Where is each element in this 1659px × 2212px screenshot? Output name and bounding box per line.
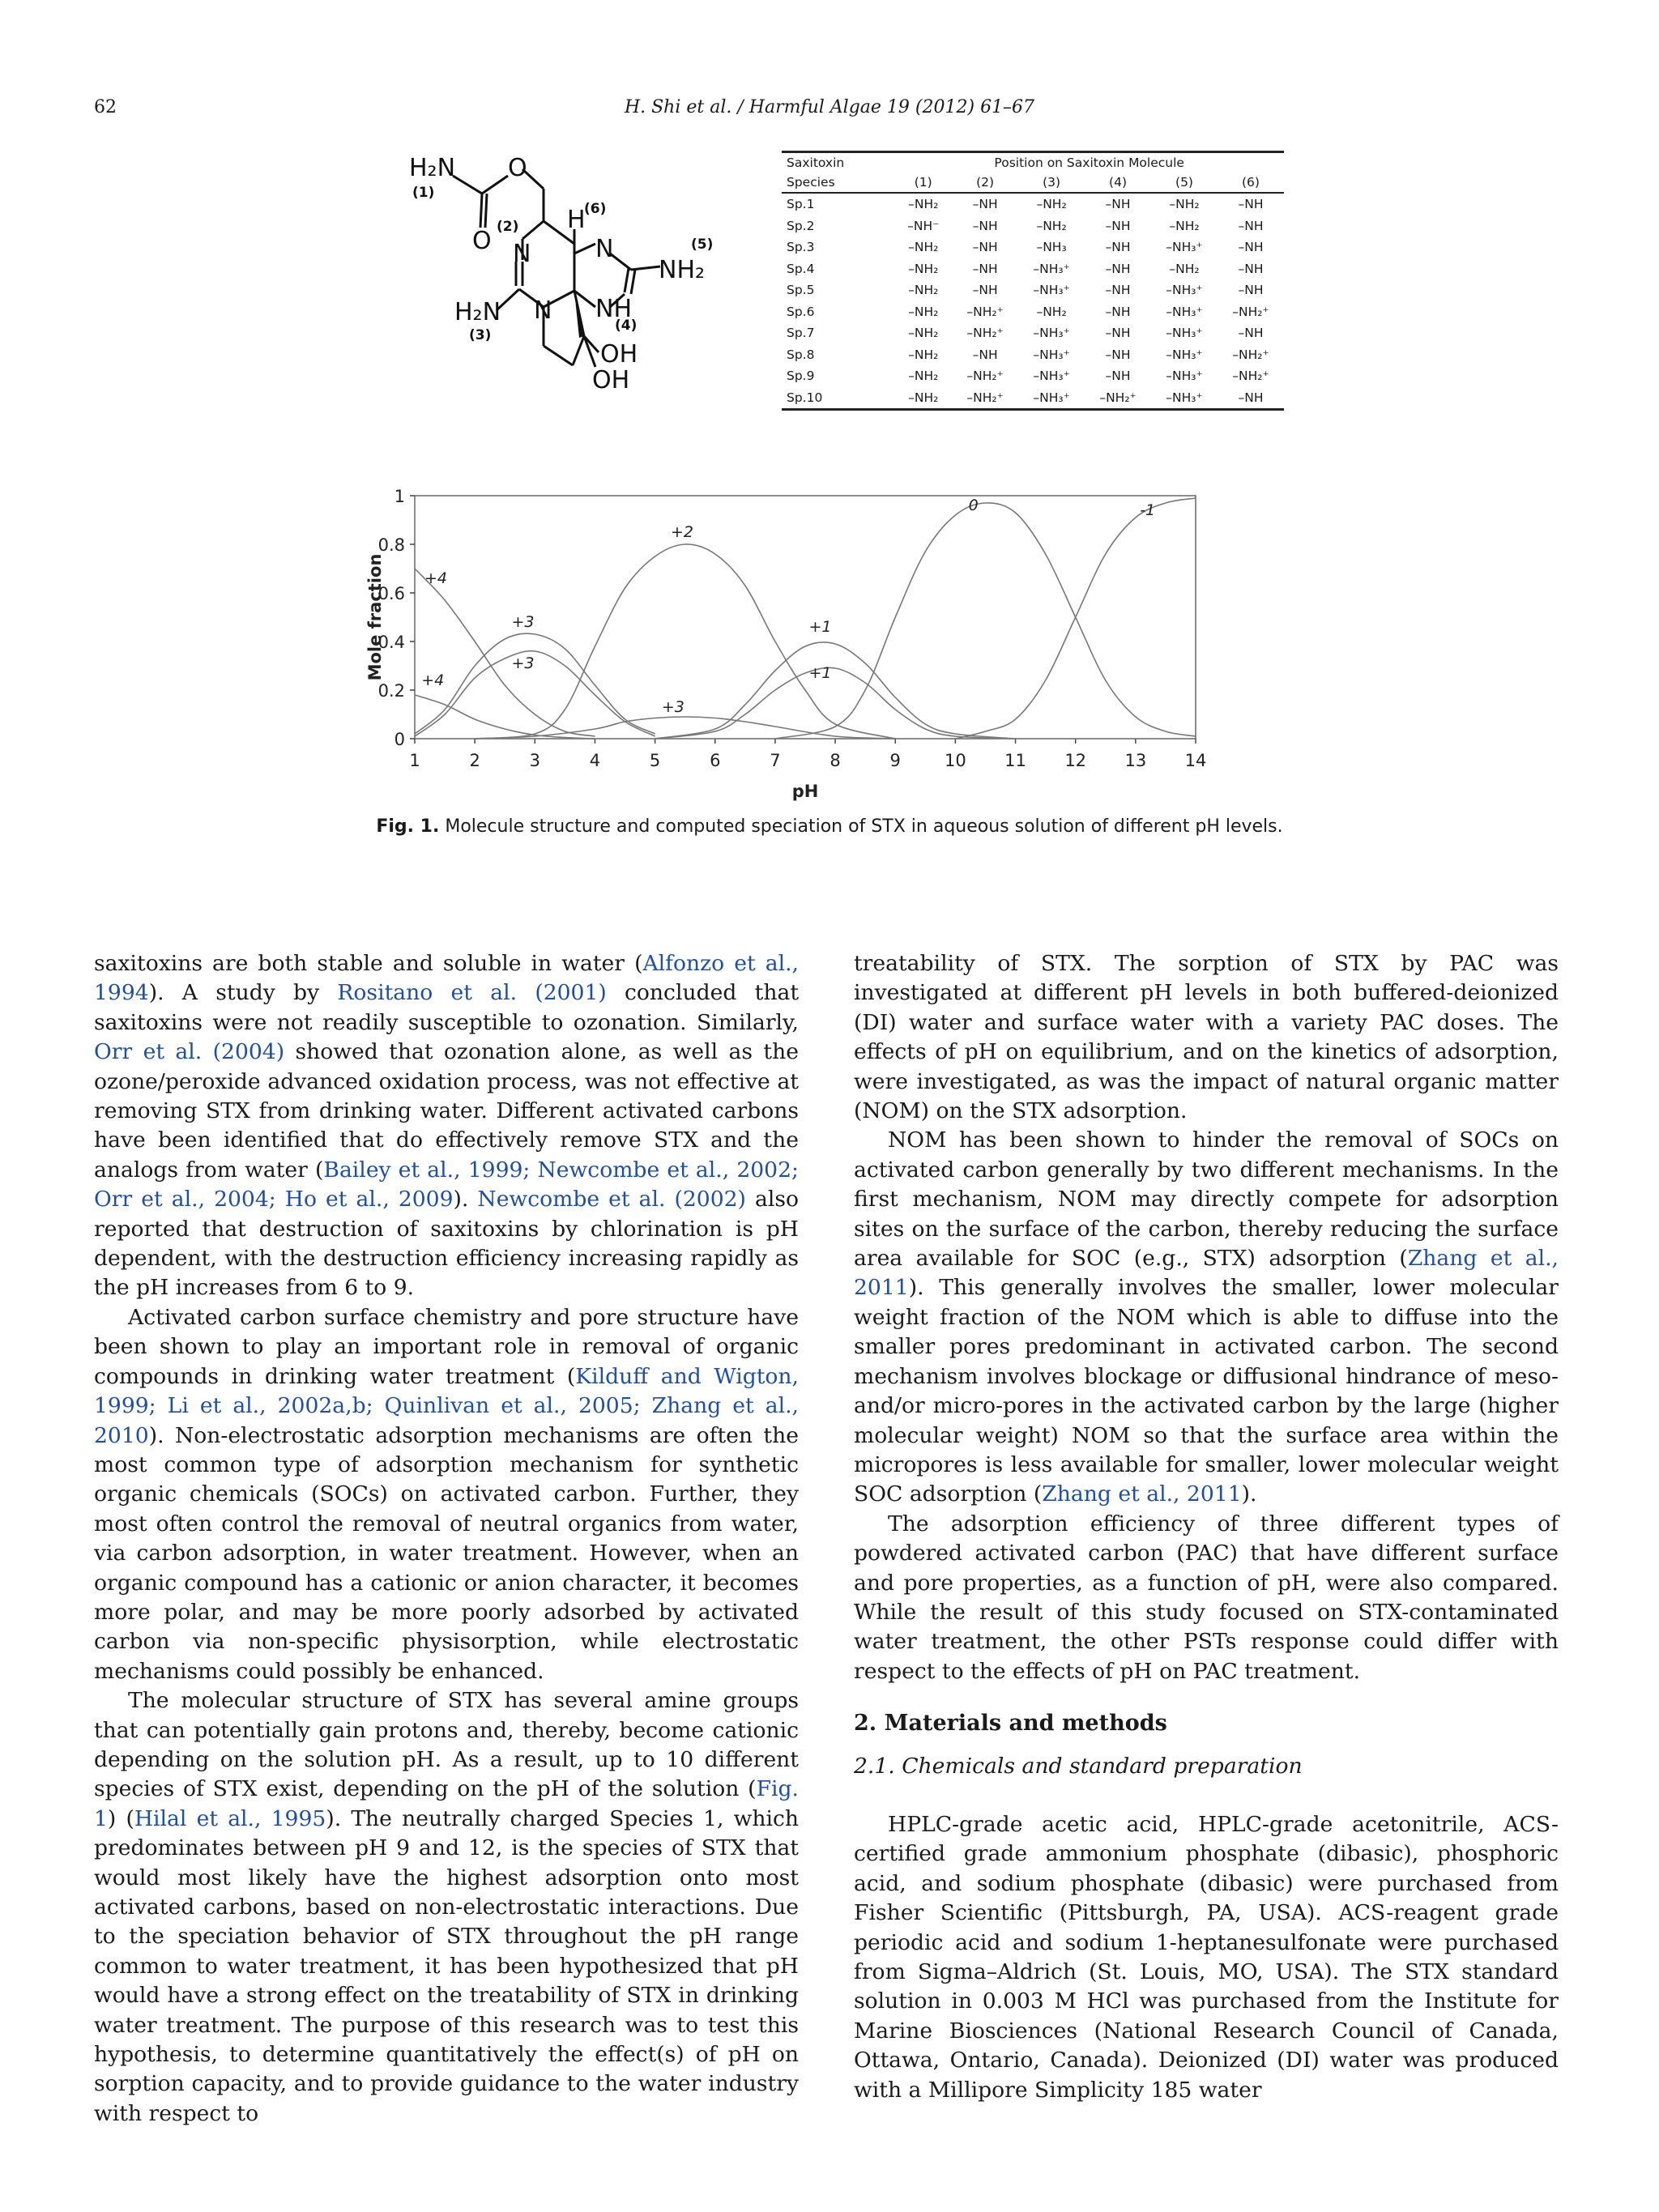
table-cell-group: –NH₃⁺ [1033,261,1070,276]
x-tick-label: 5 [649,751,661,770]
table-cell-group: –NH₃⁺ [1166,240,1203,255]
table-cell-group: –NH₃⁺ [1033,283,1070,298]
table-cell-group: –NH₂ [1036,218,1067,233]
table-cell-group: –NH [1105,218,1131,233]
citation-link[interactable]: Hilal et al., 1995 [134,1805,326,1831]
table-cell-group: –NH₃⁺ [1033,369,1070,384]
x-tick-label: 7 [770,751,781,770]
table-row [782,365,1284,387]
paragraph: saxitoxins are both stable and soluble in water (Alfonzo et al., 1994). A study by Rositano et al. (2001) concluded that saxitoxins were not readily susceptible to ozonation. Similarly, Orr et al. (2004) showed that ozonation alone, as well as the ozone/peroxide advanced oxidation process, was not effective at removing STX from drinking water. Different activated carbons have been identified that do effectively remove STX and the analogs from water (Bailey et al., 1999; Newcombe et al., 2002; Orr et al., 2004; Ho et al., 2009). Newcombe et al. (2002) also reported that destruction of saxitoxins by chlorination is pH dependent, with the destruction efficiency increasing rapidly as the pH increases from 6 to 9. [94,951,800,1301]
series-annotation: +4 [424,569,447,587]
table-cell-group: –NH₂ [894,387,952,410]
table-cell-group: –NH [1105,304,1131,319]
table-cell-group: –NH₂⁺ [966,326,1004,341]
y-axis-label: Mole fraction [365,553,385,681]
citation-link[interactable]: Alfonzo et al., 1994 [94,951,799,1006]
section-heading: 2. Materials and methods [854,1711,1167,1737]
table-cell-species: Sp.7 [787,326,815,341]
table-cell-group: –NH [1105,283,1131,298]
table-header-pos: (2) [952,173,1018,193]
table-cell-group: –NH [972,283,998,298]
mol-pos-2: (2) [497,219,519,235]
x-axis-label: pH [791,782,819,801]
mol-n-right: N [595,235,614,263]
citation-link[interactable]: Kilduff and Wigton, 1999; Li et al., 2002a,b; Quinlivan et al., 2005; Zhang et al., 2010 [94,1363,799,1448]
paragraph: Activated carbon surface chemistry and pore structure have been shown to play an important role in removal of organic compounds in drinking water treatment (Kilduff and Wigton, 1999; Li et al., 2002a,b; Quinlivan et al., 2005; Zhang et al., 2010). Non-electrostatic adsorption mechanisms are often the most common type of adsorption mechanism for synthetic organic chemicals (SOCs) on activated carbon. Further, they most often control the removal of neutral organics from water, via carbon adsorption, in water treatment. However, when an organic compound has a cationic or anion character, it becomes more polar, and may be more poorly adsorbed by activated carbon via non-specific physisorption, while electrostatic mechanisms could possibly be enhanced. [94,1304,799,1684]
table-cell-group: –NH₂⁺ [1232,347,1269,362]
mol-pos-1: (1) [412,185,435,201]
y-tick-label: 0.2 [377,681,405,701]
series-annotation: +2 [670,523,693,541]
subsection-heading: 2.1. Chemicals and standard preparation [854,1753,1303,1779]
table-header-species: Species [782,173,894,193]
x-tick-label: 2 [469,751,480,770]
column-left [94,949,799,2129]
table-cell-group: –NH₂⁺ [1232,369,1269,384]
table-cell-group: –NH₂⁺ [966,304,1004,319]
table-cell-group: –NH₃⁺ [1151,387,1218,410]
table-cell-group: –NH [972,240,998,255]
table-header-saxitoxin: Saxitoxin [782,152,894,173]
series-annotation: +3 [661,698,684,716]
table-cell-group: –NH₂ [908,304,939,319]
table-cell-group: –NH₃⁺ [1166,326,1203,341]
table-cell-group: –NH₃⁺ [1033,347,1070,362]
series-annotation: +4 [421,671,445,689]
table-cell-group: –NH₂ [1036,304,1067,319]
table-cell-group: –NH₂ [908,369,939,384]
table-cell-group: –NH₂ [1036,197,1067,212]
mol-n-left: N [513,240,531,268]
table-cell-group: –NH₃⁺ [1018,387,1085,410]
series-annotation: +3 [511,654,535,672]
series-line [415,633,655,734]
table-row [782,258,1284,280]
table-row [782,193,1284,215]
table-cell-group: –NH₂⁺ [952,387,1018,410]
series-annotation: 0 [968,497,979,514]
table-cell-group: –NH₂⁺ [1085,387,1151,410]
x-tick-label: 13 [1124,751,1147,770]
table-header-pos: (1) [894,173,952,193]
table-cell-group: –NH₂ [1169,261,1200,276]
paragraph: The adsorption efficiency of three different types of powdered activated carbon (PAC) that have different surface and pore properties, as a function of pH, were also compared. While the result of this study focused on STX-contaminated water treatment, the other PSTs response could differ with respect to the effects of pH on PAC treatment. [854,1511,1559,1684]
table-cell-group: –NH [1105,326,1131,341]
mol-pos-6: (6) [584,201,607,217]
saxitoxin-structure-diagram [401,148,741,407]
citation-link[interactable]: Rositano et al. (2001) [337,980,607,1006]
series-annotation: +3 [511,613,535,631]
citation-link[interactable]: Zhang et al., 2011 [1042,1481,1242,1507]
table-cell-species: Sp.9 [787,369,815,384]
mol-o-carbonyl: O [472,227,492,255]
x-tick-label: 9 [889,751,901,770]
table-cell-group: –NH₃⁺ [1033,326,1070,341]
table-cell-group: –NH₂⁺ [966,369,1004,384]
figure-link[interactable]: Fig. 1 [94,1776,799,1831]
series-line [955,498,1196,739]
table-cell-group: –NH₂ [908,240,939,255]
table-cell-group: –NH [972,218,998,233]
page-number: 62 [94,97,117,117]
y-tick-label: 0.6 [377,584,405,603]
mol-oh-2: OH [592,366,630,394]
table-cell-group: –NH [1105,261,1131,276]
series-annotation: +1 [808,618,832,636]
species-table [782,151,1284,411]
table-cell-group: –NH [972,261,998,276]
table-cell-group: –NH₃⁺ [1166,369,1203,384]
table-header-pos: (6) [1218,173,1284,193]
mol-oh-1: OH [600,340,638,369]
speciation-chart [356,478,1231,802]
table-cell-species: Sp.6 [787,304,815,319]
x-tick-label: 10 [945,751,966,770]
table-cell-species: Sp.3 [787,240,815,255]
citation-link[interactable]: Orr et al. (2004) [94,1039,285,1065]
y-tick-label: 0.4 [377,633,405,652]
paragraph: HPLC-grade acetic acid, HPLC-grade acetonitrile, ACS-certified grade ammonium phosphate (dibasic), phosphoric acid, and sodium phosphate (dibasic) were purchased from Fisher Scientific (Pittsburgh, PA, USA). ACS-reagent grade periodic acid and sodium 1-heptanesulfonate were purchased from Sigma–Aldrich (St. Louis, MO, USA). The STX standard solution in 0.003 M HCl was purchased from the Institute for Marine Biosciences (National Research Council of Canada, Ottawa, Ontario, Canada). Deionized (DI) water was produced with a Millipore Simplicity 185 water [854,1811,1559,2103]
table-cell-group: –NH [1218,387,1284,410]
figure-caption-text: Molecule structure and computed speciation of STX in aqueous solution of different pH levels. [439,816,1283,837]
table-cell-group: –NH₂ [908,197,939,212]
table-cell-group: –NH₃⁺ [1166,347,1203,362]
journal-reference: H. Shi et al. / Harmful Algae 19 (2012) 61–67 [624,97,1035,117]
table-cell-group: –NH [1105,347,1131,362]
table-cell-group: –NH₂ [908,347,939,362]
table-cell-group: –NH [1238,283,1264,298]
paragraph: treatability of STX. The sorption of STX by PAC was investigated at different pH levels in both buffered-deionized (DI) water and surface water with a variety PAC doses. The effects of pH on equilibrium, and on the kinetics of adsorption, were investigated, as was the impact of natural organic matter (NOM) on the STX adsorption. [854,951,1559,1124]
table-cell-group: –NH [1238,261,1264,276]
column-right [854,949,1559,2105]
table-cell-species: Sp.8 [787,347,815,362]
table-header-position: Position on Saxitoxin Molecule [894,152,1284,173]
table-cell-group: –NH [1238,218,1264,233]
table-header-pos: (3) [1018,173,1085,193]
table-row [782,387,1284,410]
series-annotation: -1 [1140,501,1156,519]
citation-link[interactable]: Newcombe et al. (2002) [477,1187,746,1213]
x-tick-label: 14 [1184,751,1207,770]
x-tick-label: 1 [409,751,420,770]
table-cell-species: Sp.1 [787,197,815,212]
table-cell-species: Sp.5 [787,283,815,298]
series-line [475,544,895,739]
table-cell-group: –NH₃ [1036,240,1067,255]
x-tick-label: 6 [710,751,721,770]
mol-h2n-left: H₂N [454,298,501,326]
series-line [655,667,1016,739]
citation-link[interactable]: Zhang et al., 2011 [854,1246,1559,1301]
table-header-pos: (4) [1085,173,1151,193]
table-cell-species: Sp.4 [787,261,815,276]
mol-pos-5: (5) [691,237,714,253]
x-tick-label: 3 [529,751,540,770]
table-row [782,301,1284,323]
x-tick-label: 11 [1004,751,1026,770]
mol-pos-3: (3) [469,327,492,343]
table-cell-group: –NH₂ [908,326,939,341]
mol-nh: NH [595,295,632,323]
mol-n-bottom: N [534,296,552,325]
table-cell-group: –NH [1238,240,1264,255]
table-cell-group: –NH⁻ [907,218,940,233]
table-cell-group: –NH₃⁺ [1166,283,1203,298]
table-cell-species: Sp.2 [787,218,815,233]
table-row [782,322,1284,344]
figure-label: Fig. 1. [376,816,440,837]
paragraph: The molecular structure of STX has several amine groups that can potentially gain protons and, thereby, become cationic depending on the solution pH. As a result, up to 10 different species of STX exist, depending on the pH of the solution (Fig. 1) (Hilal et al., 1995). The neutrally charged Species 1, which predominates between pH 9 and 12, is the species of STX that would most likely have the highest adsorption onto most activated carbons, based on non-electrostatic interactions. Due to the speciation behavior of STX throughout the pH range common to water treatment, it has been hypothesized that pH would have a strong effect on the treatability of STX in drinking water treatment. The purpose of this research was to test this hypothesis, to determine quantitatively the effect(s) of pH on sorption capacity, and to provide guidance to the water industry with respect to [94,1688,799,2126]
y-tick-label: 0.8 [377,535,405,555]
table-cell-group: –NH₂ [1169,218,1200,233]
mol-h2n-top: H₂N [409,154,456,182]
table-cell-group: –NH [1105,369,1131,384]
table-header-pos: (5) [1151,173,1218,193]
mol-nh2-right: NH₂ [659,256,706,284]
mol-h: H [567,206,586,234]
series-line [775,503,1196,739]
table-cell-group: –NH [972,197,998,212]
paragraph: NOM has been shown to hinder the removal of SOCs on activated carbon generally by two different mechanisms. In the first mechanism, NOM may directly compete for adsorption sites on the surface of the carbon, thereby reducing the surface area available for SOC (e.g., STX) adsorption (Zhang et al., 2011). This generally involves the smaller, lower molecular weight fraction of the NOM which is able to diffuse into the smaller pores predominant in activated carbon. The second mechanism involves blockage or diffusional hindrance of meso- and/or micro-pores in the activated carbon by the large (higher molecular weight) NOM so that the surface area within the micropores is less available for smaller, lower molecular weight SOC adsorption (Zhang et al., 2011). [854,1127,1559,1507]
x-tick-label: 8 [830,751,841,770]
table-cell-group: –NH₂⁺ [1232,304,1269,319]
series-annotation: +1 [808,664,832,682]
table-row [782,279,1284,301]
table-cell-group: –NH₂ [908,261,939,276]
x-tick-label: 4 [589,751,601,770]
table-cell-group: –NH [1238,197,1264,212]
table-row [782,344,1284,366]
table-cell-group: –NH [1238,326,1264,341]
mol-o-ester: O [508,154,527,182]
citation-link[interactable]: Bailey et al., 1999; Newcombe et al., 2002; Orr et al., 2004; Ho et al., 2009 [94,1157,799,1213]
x-tick-label: 12 [1064,751,1087,770]
table-cell-group: –NH₃⁺ [1166,304,1203,319]
table-row [782,237,1284,258]
table-cell-group: –NH [972,347,998,362]
y-tick-label: 1 [394,487,405,506]
mol-pos-4: (4) [615,318,638,334]
table-row [782,215,1284,237]
table-cell-group: –NH₂ [1169,197,1200,212]
figure-caption [0,816,1659,837]
table-cell-group: –NH [1105,197,1131,212]
table-cell-group: –NH₂ [908,283,939,298]
y-tick-label: 0 [394,730,405,749]
table-cell-species: Sp.10 [782,387,894,410]
table-cell-group: –NH [1105,240,1131,255]
